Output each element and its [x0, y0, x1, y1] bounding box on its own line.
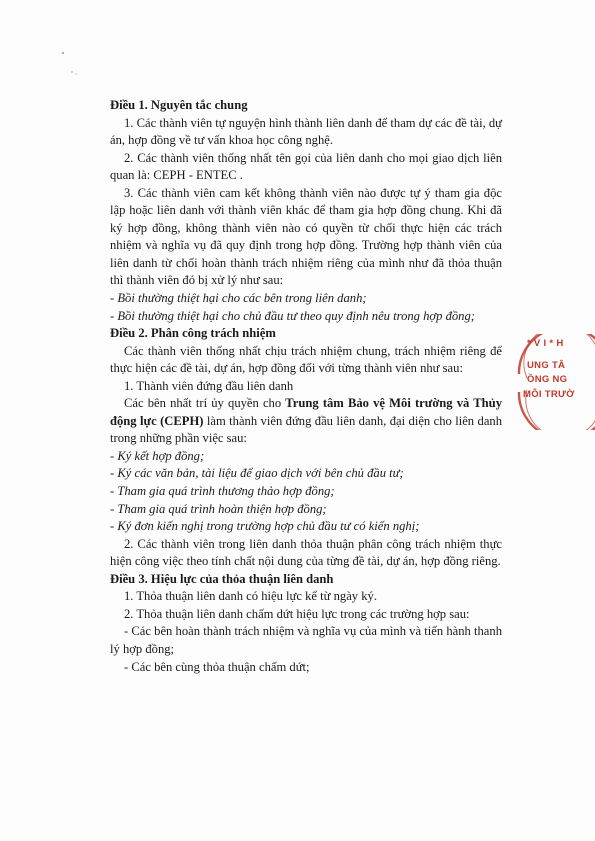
- scan-specks: [60, 50, 90, 80]
- article-2-bullet-2: - Ký các văn bản, tài liệu để giao dịch với bên chủ đầu tư;: [110, 466, 404, 481]
- article-2-lead-member: [110, 395, 502, 448]
- article-2-clause-1: 1. Thành viên đứng đầu liên danh: [124, 378, 294, 393]
- seal-text-1: * V I * H: [527, 338, 564, 349]
- article-2-heading: Điều 2. Phân công trách nhiệm: [110, 326, 276, 341]
- lead-member-name: Trung tâm Bảo vệ Môi trường và Thủy động lực (CEPH): [110, 396, 502, 428]
- article-2-bullet-5: - Ký đơn kiến nghị trong trường hợp chủ đầu tư có kiến nghị;: [110, 519, 420, 534]
- seal-text-2: UNG TÂ: [527, 360, 566, 371]
- article-2-bullet-3: - Tham gia quá trình thương thảo hợp đồng;: [110, 484, 335, 499]
- article-1-bullet-1: - Bồi thường thiệt hại cho các bên trong liên danh;: [110, 291, 367, 306]
- red-seal-stamp: [513, 334, 595, 430]
- article-2-clause-2: 2. Các thành viên trong liên danh thỏa thuận phân công trách nhiệm thực hiện công việc theo tính chất nội dung của từng đề tài, dự án, hợp đồng riêng.: [110, 536, 502, 569]
- article-3-bullet-2: - Các bên cùng thỏa thuận chấm dứt;: [124, 659, 310, 674]
- lead-member-text-post: làm thành viên đứng đầu liên danh, đại diện cho liên danh trong những phần việc sau:: [110, 413, 502, 446]
- article-1-clause-1: 1. Các thành viên tự nguyện hình thành liên danh để tham dự các đề tài, dự án, hợp đồng về tư vấn khoa học công nghệ.: [110, 115, 502, 148]
- article-3-heading: Điều 3. Hiệu lực của thỏa thuận liên danh: [110, 571, 334, 586]
- article-1-heading: Điều 1. Nguyên tắc chung: [110, 98, 248, 112]
- article-1-clause-3: 3. Các thành viên cam kết không thành viên nào được tự ý tham gia độc lập hoặc liên danh với thành viên khác để tham gia hợp đồng chung. Khi đã ký hợp đồng, không thành viên nào có quyền từ chối thực hiện các trách nhiệm và nghĩa vụ đã quy định trong hợp đồng. Trường hợp thành viên của liên danh từ chối hoàn thành trách nhiệm riêng của mình như đã thỏa thuận thì thành viên đó bị xử lý như sau:: [110, 185, 502, 288]
- article-3-clause-2: 2. Thỏa thuận liên danh chấm dứt hiệu lực trong các trường hợp sau:: [124, 606, 470, 621]
- seal-text-3: ỒNG NG: [527, 374, 568, 385]
- article-2-intro: Các thành viên thống nhất chịu trách nhiệm chung, trách nhiệm riêng để thực hiện các đề tài, dự án, hợp đồng đối với từng thành viên như sau:: [110, 343, 502, 376]
- article-2-bullet-4: - Tham gia quá trình hoàn thiện hợp đồng;: [110, 501, 327, 516]
- article-1-bullet-2: - Bồi thường thiệt hại cho chủ đầu tư theo quy định nêu trong hợp đồng;: [110, 308, 475, 323]
- article-3-bullet-1: - Các bên hoàn thành trách nhiệm và nghĩa vụ của mình và tiến hành thanh lý hợp đồng;: [110, 624, 502, 656]
- lead-member-text-pre: Các bên nhất trí ủy quyền cho: [124, 396, 286, 411]
- article-2-bullet-1: - Ký kết hợp đồng;: [110, 448, 205, 463]
- seal-text-4: MÔI TRƯỜ: [523, 389, 575, 400]
- article-1-clause-2: 2. Các thành viên thống nhất tên gọi của liên danh cho mọi giao dịch liên quan là: CEPH - ENTEC .: [110, 150, 502, 183]
- document-body: [110, 97, 502, 676]
- article-3-clause-1: 1. Thỏa thuận liên danh có hiệu lực kể từ ngày ký.: [124, 589, 377, 604]
